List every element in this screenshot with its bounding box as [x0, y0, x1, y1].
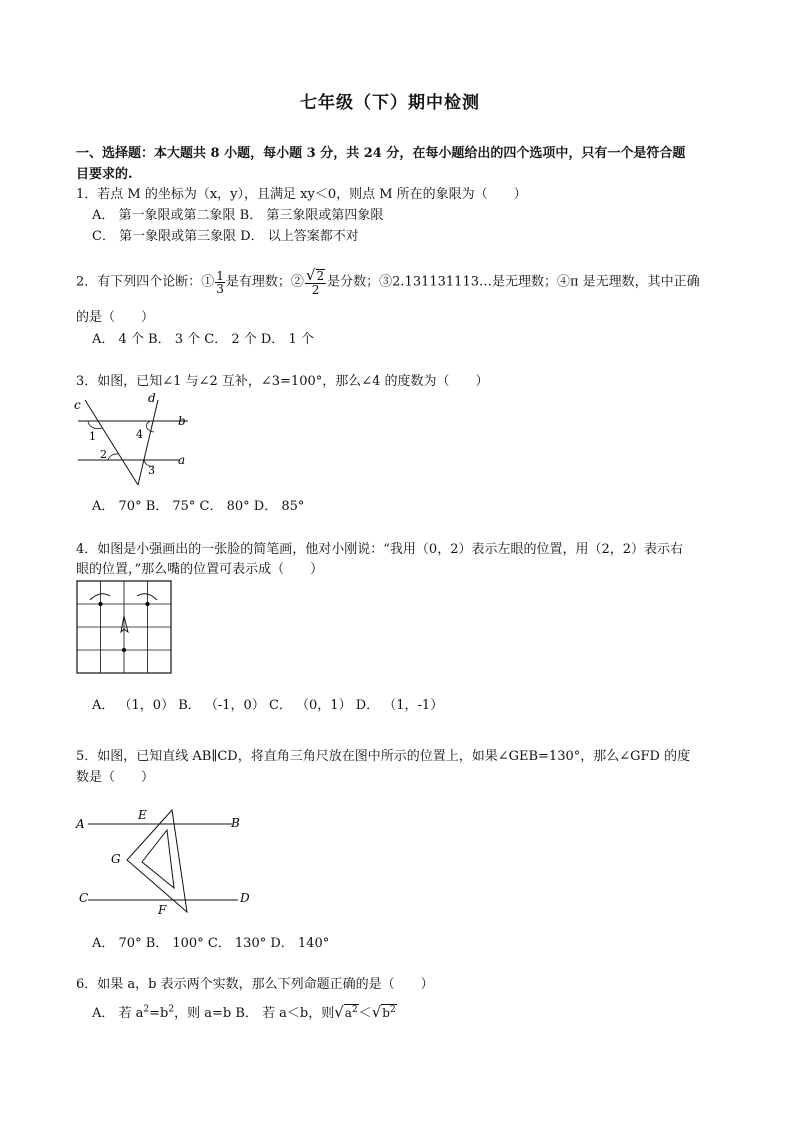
label-b: b: [178, 414, 186, 428]
fraction-numerator: 1: [216, 268, 224, 283]
less-than-sign: ＜: [358, 1006, 372, 1021]
question-6-stem: 6．如果 a，b 表示两个实数，那么下列命题正确的是（ ）: [76, 977, 434, 992]
question-5-line1: 5．如图，已知直线 AB∥CD，将直角三角尺放在图中所示的位置上，如果∠GEB=130°，那么∠GFD 的度: [76, 749, 691, 764]
fraction-root2-over-2: [305, 268, 326, 296]
question-3-options: A． 70° B． 75° C． 80° D． 85°: [92, 499, 305, 514]
label-3: 3: [148, 464, 155, 477]
nose: [121, 616, 128, 632]
q6-optA-post: ，则 a=b B． 若 a＜b，则: [174, 1006, 335, 1021]
question-4-options: A． （1，0） B． （-1，0） C． （0，1） D． （1，-1）: [92, 698, 444, 713]
label-a: a: [178, 453, 186, 467]
section-heading-line2: 目要求的.: [76, 167, 133, 182]
question-2-stem: [76, 268, 700, 296]
question-2-mid1: 是有理数；②: [225, 274, 304, 290]
label-C: C: [79, 891, 89, 905]
question-5-figure: [70, 800, 260, 925]
question-2-pre: 2．有下列四个论断：①: [76, 274, 215, 290]
q6-optA-mid: =b: [149, 1006, 169, 1021]
mouth-dot: [122, 648, 126, 652]
left-eyebrow: [90, 594, 110, 600]
radical-sign: √: [305, 266, 316, 284]
question-3-stem: 3．如图，已知∠1 与∠2 互补，∠3=100°，那么∠4 的度数为（ ）: [76, 374, 489, 389]
question-2-mid2: 是分数；③2.131131113…是无理数；④π 是无理数，其中正确: [327, 274, 700, 290]
question-4-line1: 4．如图是小强画出的一张脸的简笔画，他对小刚说：“我用（0，2）表示左眼的位置，用（2，2）表示右: [76, 542, 684, 557]
label-G: G: [111, 852, 121, 866]
label-B: B: [231, 816, 240, 830]
radical-sign: √: [371, 1003, 382, 1021]
question-2-options: A． 4 个 B． 3 个 C． 2 个 D． 1 个: [92, 332, 314, 347]
left-eye-dot: [98, 602, 102, 606]
label-E: E: [138, 808, 147, 822]
question-6-options: [92, 1002, 397, 1021]
question-1-options-cd: C． 第一象限或第三象限 D． 以上答案都不对: [92, 229, 359, 244]
question-5-line2: 数是（ ）: [76, 770, 155, 785]
label-F: F: [158, 903, 167, 917]
question-1-options-ab: A． 第一象限或第二象限 B． 第三象限或第四象限: [92, 208, 384, 223]
label-c: c: [74, 398, 81, 412]
question-3-figure: [70, 390, 200, 490]
q6-optA-pre: A． 若 a: [92, 1006, 144, 1021]
q6-optA-exp1: 2: [143, 1004, 150, 1015]
exp-a: 2: [351, 1005, 358, 1015]
question-2-line2: 的是（ ）: [76, 310, 155, 325]
section-heading-line1: 一、选择题：本大题共 8 小题，每小题 3 分，共 24 分，在每小题给出的四个选项中，只有一个是符合题: [76, 146, 686, 161]
fraction-one-third: [215, 270, 225, 295]
radicand-a: a: [344, 1006, 352, 1020]
page-title: 七年级（下）期中检测: [300, 93, 480, 113]
label-D: D: [240, 891, 250, 905]
question-4-face-grid: [76, 580, 174, 676]
fraction-denominator: 2: [311, 283, 320, 297]
sqrt-b-squared: [381, 1004, 396, 1020]
set-square-outer: [127, 810, 187, 912]
angle-arc-2: [108, 454, 118, 460]
q6-optA-exp2: 2: [168, 1004, 175, 1015]
label-2: 2: [100, 448, 107, 461]
label-4: 4: [136, 428, 143, 441]
right-eye-dot: [145, 602, 149, 606]
right-eyebrow: [137, 594, 157, 600]
sqrt-a-squared: [344, 1004, 359, 1020]
question-5-options: A． 70° B． 100° C． 130° D． 140°: [92, 936, 330, 951]
question-4-line2: 眼的位置，”那么嘴的位置可表示成（ ）: [76, 562, 324, 577]
radicand-b: b: [382, 1006, 390, 1020]
label-d: d: [148, 391, 156, 405]
fraction-denominator: 3: [216, 281, 224, 296]
label-1: 1: [89, 430, 96, 443]
label-A: A: [76, 817, 85, 831]
radicand: 2: [316, 269, 325, 283]
question-1-stem: 1．若点 M 的坐标为（x，y），且满足 xy＜0，则点 M 所在的象限为（ ）: [76, 187, 527, 202]
exp-b: 2: [389, 1005, 396, 1015]
radical-sign: √: [334, 1003, 344, 1021]
